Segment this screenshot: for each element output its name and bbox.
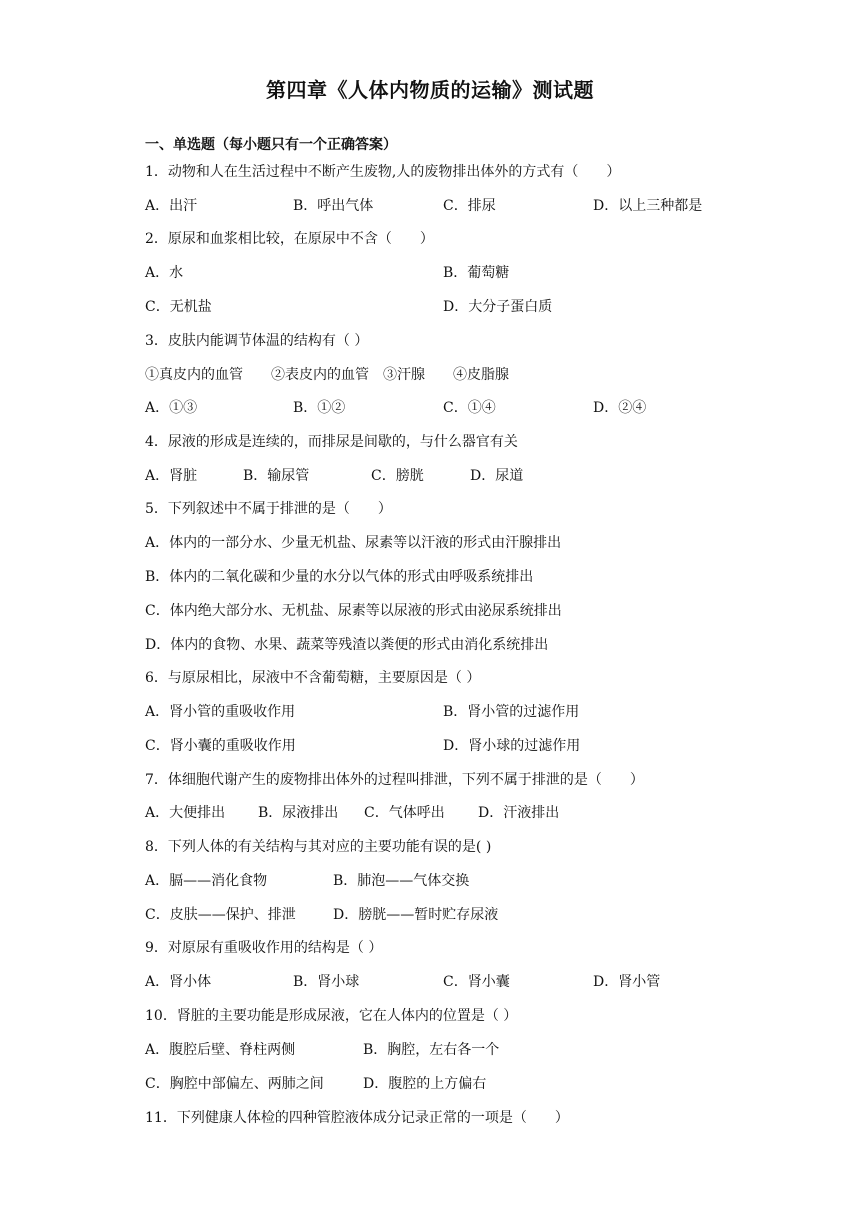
option: C．①④ [443, 400, 496, 416]
option: D．肾小管 [593, 974, 661, 990]
option: A．肾小体 [145, 974, 212, 990]
option: C．胸腔中部偏左、两肺之间 [145, 1076, 324, 1092]
option: D．②④ [593, 400, 647, 416]
question-stem: 10．肾脏的主要功能是形成尿液，它在人体内的位置是（ ） [145, 1008, 518, 1024]
option: A．①③ [145, 400, 198, 416]
option: B．胸腔，左右各一个 [363, 1042, 500, 1058]
option: D．大分子蛋白质 [443, 299, 553, 315]
option: C．膀胱 [371, 468, 424, 484]
option: A．大便排出 [145, 805, 226, 821]
option: C．无机盐 [145, 299, 212, 315]
option: B．葡萄糖 [443, 265, 510, 281]
question-stem: 1．动物和人在生活过程中不断产生废物,人的废物排出体外的方式有（ ） [145, 164, 621, 180]
option: A．水 [145, 265, 184, 281]
option: D．汗液排出 [478, 805, 560, 821]
option: A．腹腔后壁、脊柱两侧 [145, 1042, 296, 1058]
option: A．体内的一部分水、少量无机盐、尿素等以汗液的形式由汗腺排出 [145, 535, 562, 551]
option: D．尿道 [470, 468, 524, 484]
option: B．①② [293, 400, 346, 416]
question-stem: 9．对原尿有重吸收作用的结构是（ ） [145, 940, 383, 956]
option: D．体内的食物、水果、蔬菜等残渣以粪便的形式由消化系统排出 [145, 637, 549, 653]
option: B．肾小管的过滤作用 [443, 704, 580, 720]
question-stem: 5．下列叙述中不属于排泄的是（ ） [145, 501, 392, 517]
question-stem: 3．皮肤内能调节体温的结构有（ ） [145, 333, 369, 349]
question-stem: 4．尿液的形成是连续的，而排尿是间歇的，与什么器官有关 [145, 434, 518, 450]
option: D．腹腔的上方偏右 [363, 1076, 487, 1092]
option: B．肾小球 [293, 974, 360, 990]
question-stem: 11．下列健康人体检的四种管腔液体成分记录正常的一项是（ ） [145, 1110, 569, 1126]
option: A．肾小管的重吸收作用 [145, 704, 296, 720]
option: C．排尿 [443, 198, 496, 214]
question-stem: 2．原尿和血浆相比较，在原尿中不含（ ） [145, 231, 434, 247]
option: C．肾小囊的重吸收作用 [145, 738, 296, 754]
option: C．肾小囊 [443, 974, 510, 990]
option: B．尿液排出 [258, 805, 339, 821]
option: D．以上三种都是 [593, 198, 703, 214]
option: D．肾小球的过滤作用 [443, 738, 581, 754]
option: C．皮肤——保护、排泄 [145, 907, 296, 923]
question-stem: 6．与原尿相比，尿液中不含葡萄糖，主要原因是（ ） [145, 670, 481, 686]
option: C．体内绝大部分水、无机盐、尿素等以尿液的形式由泌尿系统排出 [145, 603, 562, 619]
question-stem: 7．体细胞代谢产生的废物排出体外的过程叫排泄，下列不属于排泄的是（ ） [145, 772, 644, 788]
section-heading: 一、单选题（每小题只有一个正确答案） [145, 137, 397, 153]
option: B．输尿管 [243, 468, 310, 484]
question-statements: ①真皮内的血管 ②表皮内的血管 ③汗腺 ④皮脂腺 [145, 367, 509, 383]
document-title: 第四章《人体内物质的运输》测试题 [266, 78, 594, 102]
option: B．肺泡——气体交换 [333, 873, 470, 889]
option: B．体内的二氧化碳和少量的水分以气体的形式由呼吸系统排出 [145, 569, 534, 585]
question-stem: 8．下列人体的有关结构与其对应的主要功能有误的是( ) [145, 839, 492, 855]
option: A．出汗 [145, 198, 198, 214]
option: D．膀胱——暂时贮存尿液 [333, 907, 499, 923]
option: B．呼出气体 [293, 198, 374, 214]
option: C．气体呼出 [364, 805, 445, 821]
option: A．膈——消化食物 [145, 873, 268, 889]
option: A．肾脏 [145, 468, 198, 484]
